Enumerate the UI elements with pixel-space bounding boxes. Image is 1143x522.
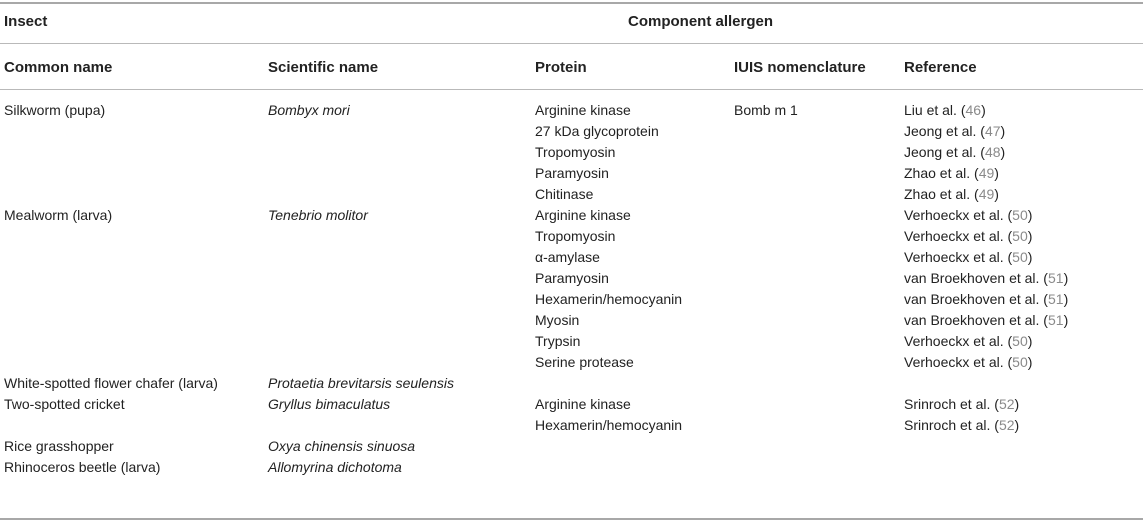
reference-author: Jeong et al. ( [904,144,985,160]
protein-item: α-amylase [535,249,600,265]
reference-item [904,415,1019,436]
reference-close: ) [1027,207,1033,223]
scientific-name-cell: Oxya chinensis sinuosa [268,438,416,454]
scientific-name-cell: Gryllus bimaculatus [268,396,391,412]
reference-author: van Broekhoven et al. ( [904,270,1048,286]
reference-item [904,310,1068,331]
reference-author: Jeong et al. ( [904,123,985,139]
reference-number-link[interactable]: 50 [1012,228,1028,244]
header-scientific-name: Scientific name [268,59,379,76]
protein-item: Trypsin [535,333,581,349]
reference-author: Verhoeckx et al. ( [904,249,1013,265]
reference-author: Verhoeckx et al. ( [904,228,1013,244]
protein-item: Tropomyosin [535,228,616,244]
reference-close: ) [1027,249,1033,265]
top-rule [0,2,1143,4]
reference-item [904,331,1068,352]
reference-close: ) [994,165,999,181]
reference-number-link[interactable]: 52 [998,396,1015,412]
protein-item: Hexamerin/hemocyanin [535,417,683,433]
reference-number-link[interactable]: 52 [998,417,1015,433]
scientific-name-cell: Bombyx mori [268,102,350,118]
protein-item: Serine protease [535,354,634,370]
reference-close: ) [1063,312,1069,328]
reference-author: Liu et al. ( [904,102,966,118]
scientific-name-cell: Protaetia brevitarsis seulensis [268,375,454,391]
reference-author: Verhoeckx et al. ( [904,333,1013,349]
reference-item [904,247,1068,268]
common-name-cell: Silkworm (pupa) [4,102,106,118]
reference-item [904,226,1068,247]
protein-item: Arginine kinase [535,102,631,118]
bottom-rule [0,518,1143,520]
reference-number-link[interactable]: 51 [1047,270,1064,286]
protein-item: Arginine kinase [535,396,631,412]
header-protein: Protein [535,59,587,76]
reference-number-link[interactable]: 50 [1012,354,1028,370]
protein-item: Tropomyosin [535,144,616,160]
protein-cell [535,205,682,373]
reference-author: Zhao et al. ( [904,186,979,202]
reference-item [904,100,1005,121]
reference-item [904,205,1068,226]
reference-author: Srinroch et al. ( [904,396,999,412]
reference-author: van Broekhoven et al. ( [904,312,1048,328]
reference-number-link[interactable]: 46 [965,102,982,118]
reference-item [904,394,1019,415]
reference-close: ) [1000,144,1006,160]
common-name-cell: Rhinoceros beetle (larva) [4,459,161,475]
reference-number-link[interactable]: 49 [978,186,995,202]
reference-author: van Broekhoven et al. ( [904,291,1048,307]
reference-author: Verhoeckx et al. ( [904,207,1013,223]
protein-item: Hexamerin/hemocyanin [535,291,683,307]
common-name-cell: Two-spotted cricket [4,396,125,412]
reference-close: ) [1014,417,1020,433]
reference-item [904,268,1068,289]
reference-number-link[interactable]: 51 [1047,291,1064,307]
reference-item [904,163,1005,184]
reference-close: ) [1014,396,1020,412]
reference-item [904,142,1005,163]
reference-item [904,121,1005,142]
reference-number-link[interactable]: 50 [1012,249,1028,265]
common-name-cell: Mealworm (larva) [4,207,113,223]
reference-item [904,352,1068,373]
reference-number-link[interactable]: 47 [984,123,1001,139]
reference-cell [904,205,1068,373]
header-reference: Reference [904,59,977,76]
common-name-cell: Rice grasshopper [4,438,114,454]
reference-number-link[interactable]: 49 [978,165,995,181]
protein-cell [535,394,682,436]
reference-close: ) [1027,354,1033,370]
reference-cell [904,394,1019,436]
header-component-allergen: Component allergen [628,13,774,30]
scientific-name-cell: Tenebrio molitor [268,207,368,223]
reference-number-link[interactable]: 50 [1012,207,1028,223]
reference-number-link[interactable]: 48 [984,144,1001,160]
header-iuis: IUIS nomenclature [734,59,866,76]
reference-number-link[interactable]: 50 [1012,333,1028,349]
header-bottom-rule [0,89,1143,90]
common-name-cell: White-spotted flower chafer (larva) [4,375,218,391]
reference-author: Verhoeckx et al. ( [904,354,1013,370]
reference-close: ) [1063,270,1069,286]
protein-item: 27 kDa glycoprotein [535,123,659,139]
reference-close: ) [1063,291,1069,307]
header-insect: Insect [4,13,48,30]
reference-number-link[interactable]: 51 [1047,312,1064,328]
protein-cell [535,100,659,205]
iuis-cell [734,100,798,121]
reference-close: ) [981,102,986,118]
reference-cell [904,100,1005,205]
protein-item: Paramyosin [535,270,609,286]
reference-item [904,184,1005,205]
reference-author: Srinroch et al. ( [904,417,999,433]
reference-close: ) [994,186,999,202]
protein-item: Myosin [535,312,580,328]
reference-close: ) [1027,333,1033,349]
reference-close: ) [1027,228,1033,244]
reference-author: Zhao et al. ( [904,165,979,181]
protein-item: Paramyosin [535,165,609,181]
header-divider [0,43,1143,44]
reference-close: ) [1000,123,1006,139]
iuis-item: Bomb m 1 [734,102,798,118]
header-common-name: Common name [4,59,113,76]
protein-item: Arginine kinase [535,207,631,223]
reference-item [904,289,1068,310]
protein-item: Chitinase [535,186,594,202]
scientific-name-cell: Allomyrina dichotoma [268,459,402,475]
